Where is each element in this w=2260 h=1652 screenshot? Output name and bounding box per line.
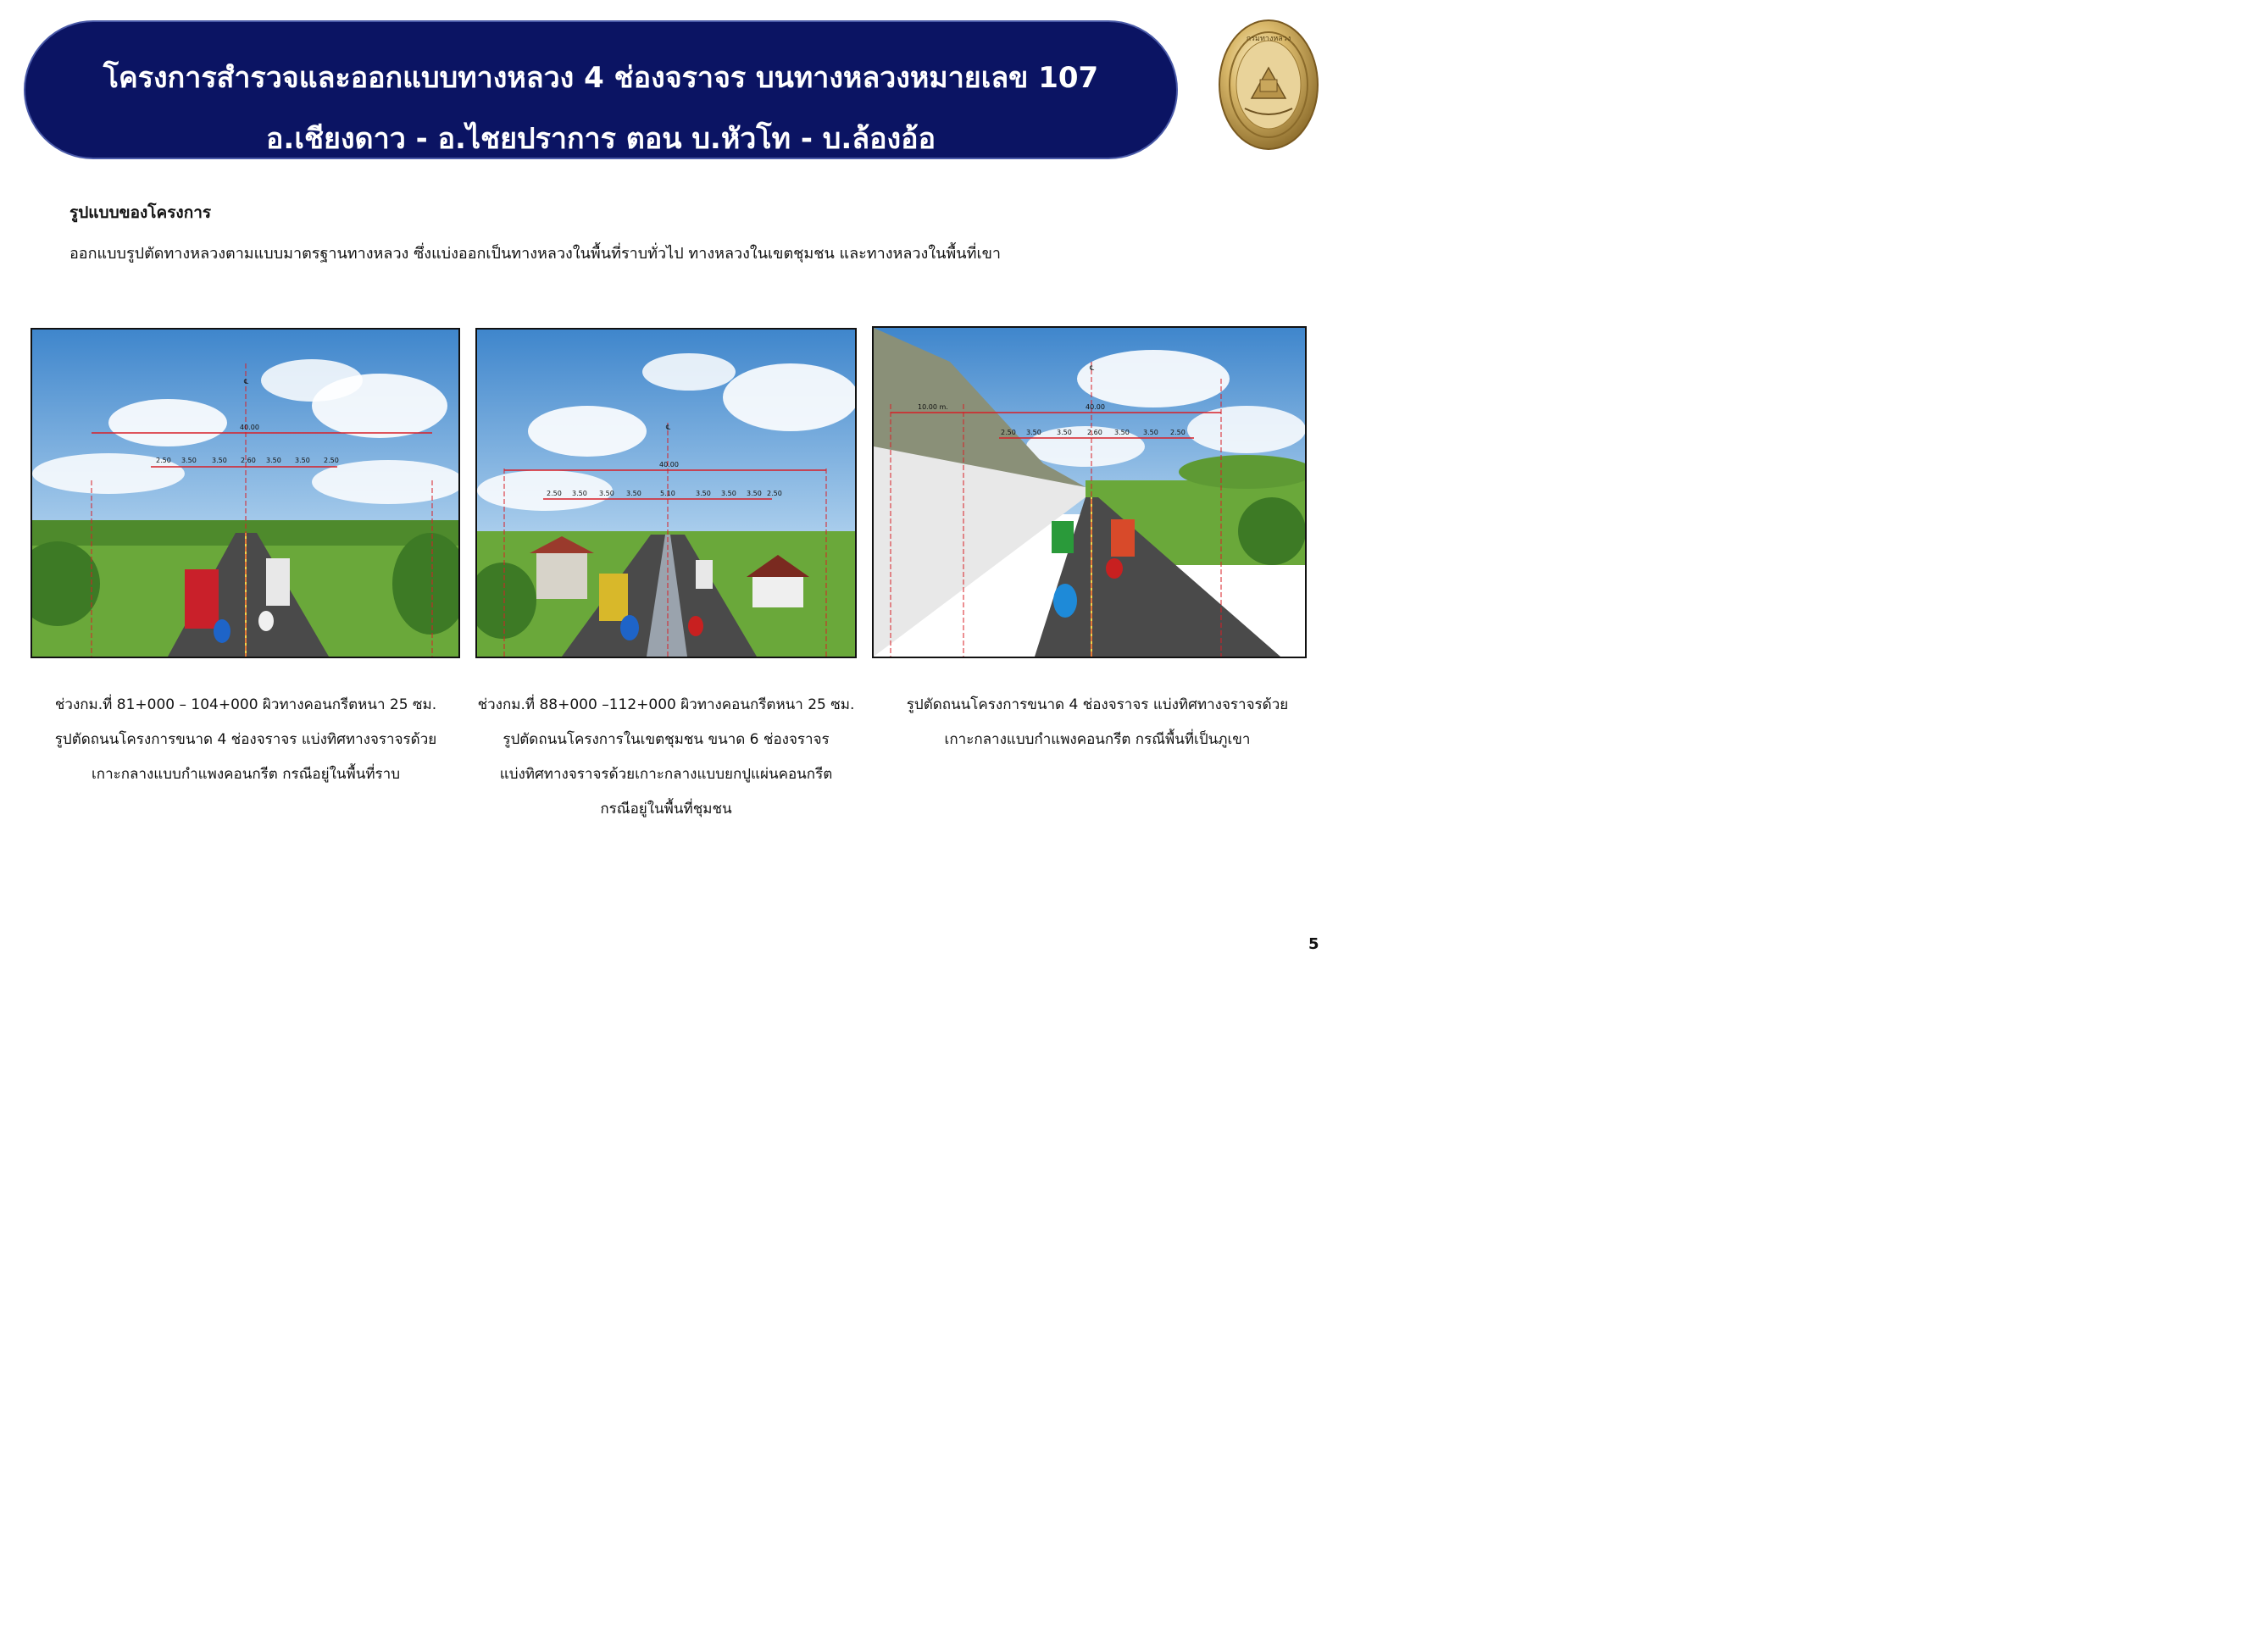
centerline-symbol: ℄ [1090,364,1095,372]
side-width-label: 10.00 m. [918,403,948,411]
caption-line: เกาะกลางแบบกำแพงคอนกรีต กรณีอยู่ในพื้นที่ราบ [91,766,401,783]
caption-line: ช่วงกม.ที่ 81+000 – 104+000 ผิวทางคอนกรีตหนา 25 ซม. [54,696,437,713]
dim-label: 3.50 [295,457,310,464]
total-width-label: 40.00 [659,461,679,468]
dim-label: 3.50 [1114,429,1130,436]
dim-label: 3.50 [1143,429,1158,436]
dim-label: 3.50 [1057,429,1072,436]
centerline-symbol: ℄ [666,424,671,431]
dim-label: 2.50 [324,457,339,464]
render-community-area [475,328,857,658]
total-width-label: 40.00 [1086,403,1105,411]
dim-label: 2.50 [156,457,171,464]
department-of-highways-seal-icon [1217,15,1320,151]
render-mountain-area [872,326,1307,658]
dim-label: 3.50 [181,457,197,464]
caption-line: รูปตัดถนนโครงการขนาด 4 ช่องจราจร แบ่งทิศทางจราจรด้วย [54,731,437,748]
seal-text: กรมทางหลวง [1246,35,1291,43]
dim-label: 2.60 [241,457,256,464]
page-number: 5 [1308,935,1319,953]
dim-label: 2.50 [1001,429,1016,436]
dim-label: 3.50 [747,490,762,497]
centerline-symbol: ℄ [244,378,249,385]
dim-label: 3.50 [572,490,587,497]
caption-flat-area [34,688,458,792]
caption-community-area [471,688,861,827]
section-description: ออกแบบรูปตัดทางหลวงตามแบบมาตรฐานทางหลวง ซึ่งแบ่งออกเป็นทางหลวงในพื้นที่ราบทั่วไป ทางหลวงในเขตชุมชน และทางหลวงในพื้นที่เขา [69,245,1002,263]
dim-label: 3.50 [266,457,281,464]
caption-line: ช่วงกม.ที่ 88+000 –112+000 ผิวทางคอนกรีตหนา 25 ซม. [477,696,855,713]
title-line-2: อ.เชียงดาว - อ.ไชยปราการ ตอน บ.หัวโท - บ.ล้องอ้อ [266,122,936,156]
dim-label: 5.10 [660,490,675,497]
dim-label: 2.50 [767,490,782,497]
caption-line: รูปตัดถนนโครงการขนาด 4 ช่องจราจร แบ่งทิศทางจราจรด้วย [906,696,1289,713]
dim-label: 3.50 [696,490,711,497]
dim-label: 2.50 [547,490,562,497]
dim-label: 3.50 [721,490,736,497]
dim-label: 3.50 [1026,429,1041,436]
dim-label: 2.60 [1087,429,1102,436]
dim-label: 2.50 [1170,429,1186,436]
caption-line: กรณีอยู่ในพื้นที่ชุมชน [600,801,732,818]
dim-label: 3.50 [599,490,614,497]
render-flat-area [31,328,460,658]
total-width-label: 40.00 [240,424,259,431]
dim-label: 3.50 [212,457,227,464]
caption-line: รูปตัดถนนโครงการในเขตชุมชน ขนาด 6 ช่องจราจร [503,731,830,748]
section-heading: รูปแบบของโครงการ [69,203,212,222]
dim-label: 3.50 [626,490,641,497]
caption-line: แบ่งทิศทางจราจรด้วยเกาะกลางแบบยกปูแผ่นคอนกรีต [499,766,833,783]
caption-line: เกาะกลางแบบกำแพงคอนกรีต กรณีพื้นที่เป็นภูเขา [944,731,1251,748]
title-line-1: โครงการสำรวจและออกแบบทางหลวง 4 ช่องจราจร บนทางหลวงหมายเลข 107 [103,61,1099,95]
caption-mountain-area [890,688,1305,757]
title-banner [24,20,1178,159]
